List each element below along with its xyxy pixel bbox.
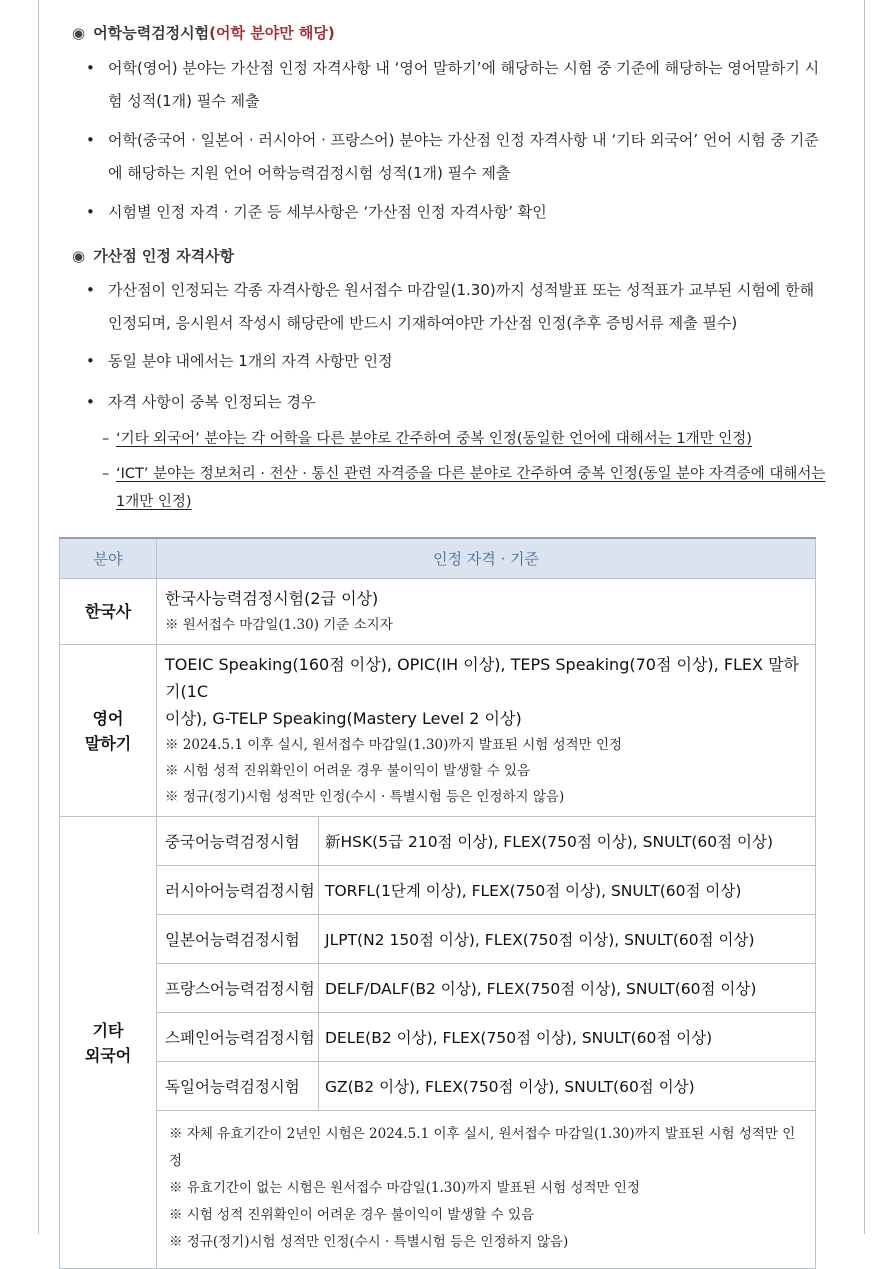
circle-bullet-icon: ◉ bbox=[72, 247, 86, 265]
exam-name-cell: 러시아어능력검정시험 bbox=[157, 866, 319, 915]
list-item: • 가산점이 인정되는 각종 자격사항은 원서접수 마감일(1.30)까지 성적발표 또는 성적표가 교부된 시험에 한해 인정되며, 응시원서 작성시 해당란에 반드시 기재하여야만 가산점 인정(추후 증빙서류 제출 필수) bbox=[86, 281, 815, 332]
list-item: • 동일 분야 내에서는 1개의 자격 사항만 인정 bbox=[86, 352, 393, 370]
section-title-text: 가산점 인정 자격사항 bbox=[93, 247, 235, 265]
table-row bbox=[60, 817, 816, 866]
exam-criteria-cell: JLPT(N2 150점 이상), FLEX(750점 이상), SNULT(60점 이상) bbox=[319, 915, 816, 964]
exam-criteria-cell: TORFL(1단계 이상), FLEX(750점 이상), SNULT(60점 이상) bbox=[319, 866, 816, 915]
list-item: • 자격 사항이 중복 인정되는 경우 bbox=[86, 393, 316, 411]
qualification-table bbox=[59, 537, 816, 1269]
header-field: 분야 bbox=[60, 538, 157, 579]
list-item: • 어학(중국어 · 일본어 · 러시아어 · 프랑스어) 분야는 가산점 인정 자격사항 내 ‘기타 외국어’ 언어 시험 중 기준에 해당하는 지원 언어 어학능력검정시험 성적(1개) 필수 제출 bbox=[86, 131, 819, 182]
section-title-bonus-qualifications bbox=[72, 245, 234, 266]
section-title-language-test bbox=[72, 22, 335, 43]
notes-cell: ※ 자체 유효기간이 2년인 시험은 2024.5.1 이후 실시, 원서접수 마감일(1.30)까지 발표된 시험 성적만 인정 ※ 유효기간이 없는 시험은 원서접수 마감일(1.30)까지 발표된 시험 성적만 인정 ※ 시험 성적 진위확인이 어려운 경우 불이익이 발생할 수 있음 ※ 정규(정기)시험 성적만 인정(수시 · 특별시험 등은 인정하지 않음) bbox=[157, 1111, 816, 1269]
exam-criteria-cell: GZ(B2 이상), FLEX(750점 이상), SNULT(60점 이상) bbox=[319, 1062, 816, 1111]
field-cell: 한국사 bbox=[60, 579, 157, 645]
field-cell: 영어 말하기 bbox=[60, 645, 157, 817]
table-header-row bbox=[60, 538, 816, 579]
page-border-right bbox=[864, 0, 865, 1234]
exam-name-cell: 일본어능력검정시험 bbox=[157, 915, 319, 964]
section-title-text: 어학능력검정시험 bbox=[93, 24, 210, 42]
exam-name-cell: 중국어능력검정시험 bbox=[157, 817, 319, 866]
table-row-english-speaking bbox=[60, 645, 816, 817]
table-row bbox=[60, 1062, 816, 1111]
section-title-qualifier: (어학 분야만 해당) bbox=[209, 24, 335, 42]
exam-name-cell: 프랑스어능력검정시험 bbox=[157, 964, 319, 1013]
table-row bbox=[60, 866, 816, 915]
exam-name-cell: 스페인어능력검정시험 bbox=[157, 1013, 319, 1062]
list-item: • 어학(영어) 분야는 가산점 인정 자격사항 내 ‘영어 말하기’에 해당하는 시험 중 기준에 해당하는 영어말하기 시험 성적(1개) 필수 제출 bbox=[86, 59, 820, 110]
sub-list-item: – ‘기타 외국어’ 분야는 각 어학을 다른 분야로 간주하여 중복 인정(동일한 언어에 대해서는 1개만 인정) bbox=[102, 431, 752, 447]
criteria-cell: 한국사능력검정시험(2급 이상) ※ 원서접수 마감일(1.30) 기준 소지자 bbox=[157, 579, 816, 645]
exam-name-cell: 독일어능력검정시험 bbox=[157, 1062, 319, 1111]
table-row-foreign-notes bbox=[60, 1111, 816, 1269]
field-cell: 기타 외국어 bbox=[60, 817, 157, 1269]
page-border-left bbox=[38, 0, 39, 1234]
circle-bullet-icon: ◉ bbox=[72, 24, 86, 42]
criteria-cell: TOEIC Speaking(160점 이상), OPIC(IH 이상), TEPS Speaking(70점 이상), FLEX 말하기(1C 이상), G-TELP Speaking(Mastery Level 2 이상) ※ 2024.5.1 이후 실시, 원서접수 마감일(1.30)까지 발표된 시험 성적만 인정 ※ 시험 성적 진위확인이 어려운 경우 불이익이 발생할 수 있음 ※ 정규(정기)시험 성적만 인정(수시 · 특별시험 등은 인정하지 않음) bbox=[157, 645, 816, 817]
sub-list-item: – ‘ICT’ 분야는 정보처리 · 전산 · 통신 관련 자격증을 다른 분야로 간주하여 중복 인정(동일 분야 자격증에 대해서는 1개만 인정) bbox=[102, 466, 826, 510]
table-row-korean-history bbox=[60, 579, 816, 645]
table-row bbox=[60, 1013, 816, 1062]
exam-criteria-cell: DELF/DALF(B2 이상), FLEX(750점 이상), SNULT(60점 이상) bbox=[319, 964, 816, 1013]
list-item: • 시험별 인정 자격 · 기준 등 세부사항은 ‘가산점 인정 자격사항’ 확인 bbox=[86, 203, 547, 221]
table-row bbox=[60, 915, 816, 964]
exam-criteria-cell: DELE(B2 이상), FLEX(750점 이상), SNULT(60점 이상) bbox=[319, 1013, 816, 1062]
exam-criteria-cell: 新HSK(5급 210점 이상), FLEX(750점 이상), SNULT(60점 이상) bbox=[319, 817, 816, 866]
table-row bbox=[60, 964, 816, 1013]
header-criteria: 인정 자격 · 기준 bbox=[157, 538, 816, 579]
